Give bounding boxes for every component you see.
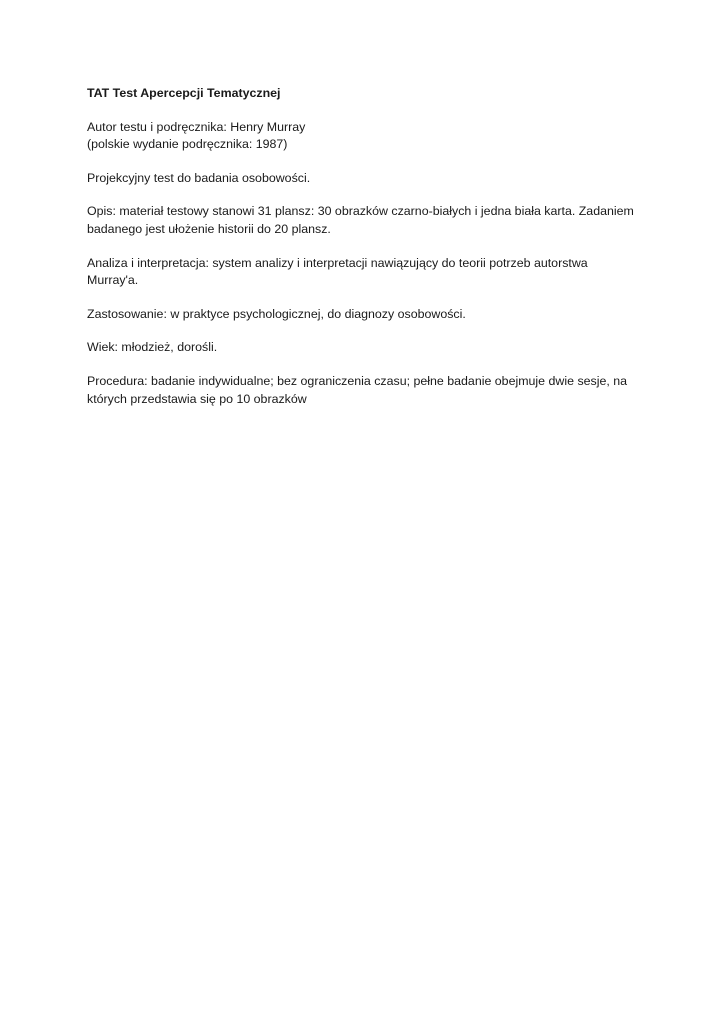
document-title: TAT Test Apercepcji Tematycznej (87, 86, 281, 100)
type-paragraph (87, 170, 647, 188)
description-paragraph (87, 203, 647, 238)
analysis-line-1: Analiza i interpretacja: system analizy i interpretacji nawiązujący do teorii potrzeb autorstwa (87, 255, 588, 270)
procedure-paragraph (87, 373, 647, 408)
document-content (87, 85, 647, 424)
description-line-1: Opis: materiał testowy stanowi 31 plansz: 30 obrazków czarno-białych i jedna biała karta. Zadaniem (87, 204, 634, 219)
analysis-paragraph (87, 255, 647, 290)
edition-line: (polskie wydanie podręcznika: 1987) (87, 137, 288, 152)
usage-paragraph (87, 306, 647, 324)
procedure-line-2: których przedstawia się po 10 obrazków (87, 391, 307, 406)
analysis-line-2: Murray'a. (87, 273, 139, 288)
age-line: Wiek: młodzież, dorośli. (87, 340, 218, 355)
age-paragraph (87, 339, 647, 357)
description-line-2: badanego jest ułożenie historii do 20 plansz. (87, 221, 331, 236)
procedure-line-1: Procedura: badanie indywidualne; bez ograniczenia czasu; pełne badanie obejmuje dwie sesje, na (87, 373, 628, 388)
author-line: Autor testu i podręcznika: Henry Murray (87, 119, 306, 134)
usage-line: Zastosowanie: w praktyce psychologicznej, do diagnozy osobowości. (87, 306, 466, 321)
type-line: Projekcyjny test do badania osobowości. (87, 170, 311, 185)
author-paragraph (87, 119, 647, 154)
